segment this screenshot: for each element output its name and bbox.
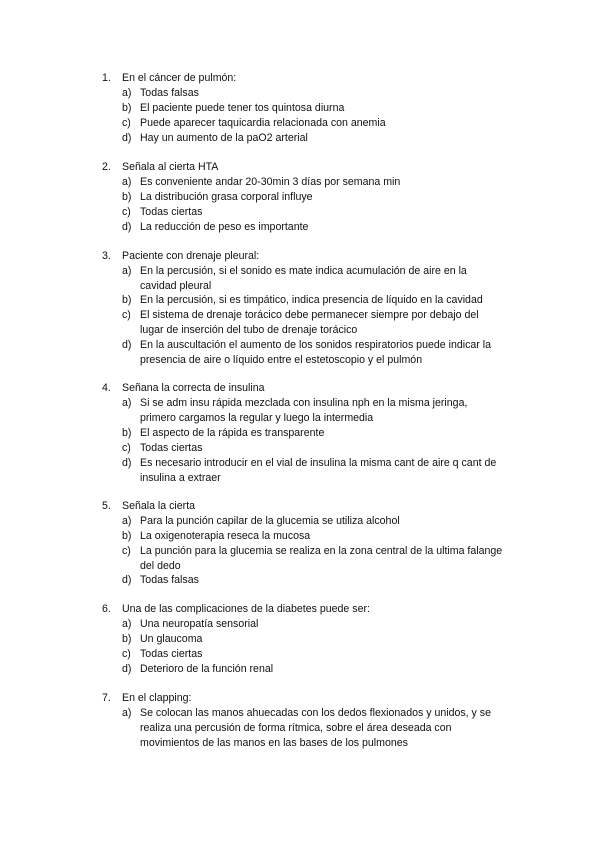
option-text: El paciente puede tener tos quintosa diurna (140, 102, 345, 114)
option-text: Deterioro de la función renal (140, 663, 274, 675)
option-letter: c) (122, 442, 131, 454)
option-letter: b) (122, 102, 132, 114)
option-letter: c) (122, 117, 131, 129)
question-text: Paciente con drenaje pleural: (122, 250, 260, 262)
option-text (140, 706, 512, 750)
option-letter: b) (122, 530, 132, 542)
question-line (102, 381, 522, 396)
question-line (102, 71, 522, 86)
option-text (140, 264, 512, 294)
question-text: Una de las complicaciones de la diabetes puede ser: (122, 603, 370, 615)
option-letter: d) (122, 339, 132, 351)
option-text-line: insulina a extraer (140, 471, 221, 484)
option-letter: c) (122, 206, 131, 218)
question-line (102, 160, 522, 175)
option-letter: c) (122, 648, 131, 660)
question-number: 2. (102, 161, 111, 173)
option-text (140, 544, 512, 574)
question-number: 6. (102, 603, 111, 615)
option-text: Todas ciertas (140, 442, 203, 454)
question-text: Señala la cierta (122, 500, 196, 512)
option-text (140, 338, 512, 368)
option-letter: a) (122, 707, 132, 719)
option-letter: d) (122, 457, 132, 469)
option-letter: a) (122, 265, 132, 277)
option-text-line: Se colocan las manos ahuecadas con los dedos flexionados y unidos, y se (140, 707, 491, 719)
option-text-line: movimientos de las manos en las bases de los pulmones (140, 736, 408, 749)
question-text: Señana la correcta de insulina (122, 382, 265, 394)
option-letter: b) (122, 633, 132, 645)
option-text: Para la punción capilar de la glucemia se utiliza alcohol (140, 515, 400, 527)
option-text-line: En la auscultación el aumento de los sonidos respiratorios puede indicar la (140, 339, 491, 351)
option-letter: b) (122, 294, 132, 306)
question-number: 7. (102, 692, 111, 704)
option-text: En la percusión, si es timpático, indica presencia de líquido en la cavidad (140, 294, 483, 306)
option-text-line: cavidad pleural (140, 279, 212, 292)
option-text-line: El sistema de drenaje torácico debe permanecer siempre por debajo del (140, 309, 479, 321)
option-text (140, 308, 512, 338)
option-text: Puede aparecer taquicardia relacionada con anemia (140, 117, 386, 129)
question-number: 4. (102, 382, 111, 394)
question-line (102, 249, 522, 264)
option-letter: a) (122, 87, 132, 99)
option-letter: b) (122, 427, 132, 439)
question-text: En el cáncer de pulmón: (122, 72, 237, 84)
option-text: Todas falsas (140, 574, 199, 586)
option-text-line: Es necesario introducir en el vial de insulina la misma cant de aire q cant de (140, 457, 497, 469)
option-text: Todas ciertas (140, 648, 203, 660)
option-letter: a) (122, 618, 132, 630)
option-text (140, 396, 512, 426)
option-letter: c) (122, 545, 131, 557)
question-line (102, 602, 522, 617)
option-letter: a) (122, 515, 132, 527)
option-text-line: primero cargamos la regular y luego la intermedia (140, 411, 374, 424)
option-text-line: La punción para la glucemia se realiza en la zona central de la ultima falange (140, 545, 503, 557)
option-text-line: Si se adm insu rápida mezclada con insulina nph en la misma jeringa, (140, 397, 468, 409)
option-letter: d) (122, 663, 132, 675)
option-text: Es conveniente andar 20-30min 3 días por semana min (140, 176, 401, 188)
question-text: Señala al cierta HTA (122, 161, 219, 173)
option-letter: b) (122, 191, 132, 203)
option-text: Todas falsas (140, 87, 199, 99)
question-number: 5. (102, 500, 111, 512)
option-text-line: En la percusión, si el sonido es mate indica acumulación de aire en la (140, 265, 467, 277)
option-text: Una neuropatía sensorial (140, 618, 259, 630)
question-line (102, 691, 522, 706)
option-text-line: lugar de inserción del tubo de drenaje torácico (140, 323, 358, 336)
option-letter: c) (122, 309, 131, 321)
option-letter: d) (122, 132, 132, 144)
question-number: 3. (102, 250, 111, 262)
question-line (102, 499, 522, 514)
option-letter: d) (122, 221, 132, 233)
option-text: La oxigenoterapia reseca la mucosa (140, 530, 311, 542)
option-letter: d) (122, 574, 132, 586)
option-letter: a) (122, 397, 132, 409)
option-text: La reducción de peso es importante (140, 221, 309, 233)
option-text: Un glaucoma (140, 633, 203, 645)
option-text: El aspecto de la rápida es transparente (140, 427, 325, 439)
question-number: 1. (102, 72, 111, 84)
option-text-line: del dedo (140, 559, 181, 572)
option-text: La distribución grasa corporal influye (140, 191, 313, 203)
option-text-line: presencia de aire o líquido entre el estetoscopio y el pulmón (140, 353, 423, 366)
option-text: Todas ciertas (140, 206, 203, 218)
question-text: En el clapping: (122, 692, 192, 704)
option-text-line: realiza una percusión de forma rítmica, sobre el área deseada con (140, 721, 452, 734)
option-text (140, 456, 512, 486)
option-letter: a) (122, 176, 132, 188)
option-text: Hay un aumento de la paO2 arterial (140, 132, 308, 144)
